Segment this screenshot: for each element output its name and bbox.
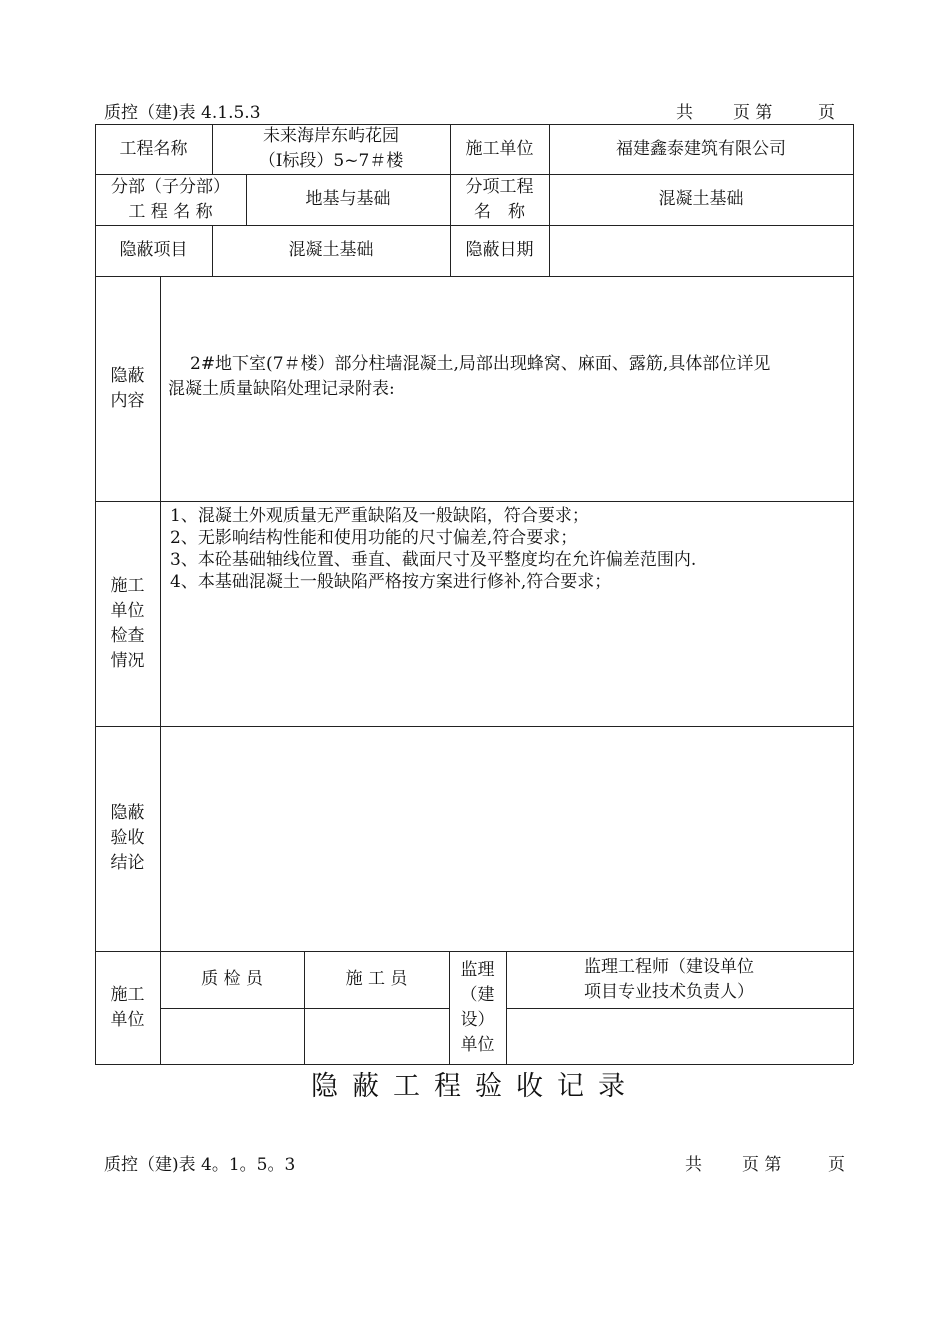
project-name-value <box>212 124 450 174</box>
division-label-line1: 分部（子分部） <box>111 176 230 197</box>
division-label <box>95 174 246 225</box>
inspection-items <box>170 505 850 593</box>
inspection-item: 2、无影响结构性能和使用功能的尺寸偏差,符合要求； <box>170 528 578 548</box>
signature-contractor-label: 施工 单位 <box>110 984 145 1030</box>
constructor-signature[interactable] <box>304 1008 449 1064</box>
page-total-label-bottom: 共 <box>685 1155 702 1175</box>
page-number-label-bottom: 页 第 <box>742 1155 782 1175</box>
subitem-label <box>450 174 549 225</box>
hidden-content-line2: 混凝土质量缺陷处理记录附表: <box>168 379 395 399</box>
inspection-item: 1、混凝土外观质量无严重缺陷及一般缺陷，符合要求； <box>170 506 589 526</box>
conclusion-label: 隐蔽 验收 结论 <box>110 803 145 873</box>
project-name-line2: （Ⅰ标段）5~7＃楼 <box>258 151 404 171</box>
project-name-label: 工程名称 <box>119 138 188 159</box>
hidden-content-label: 隐蔽 内容 <box>110 365 145 411</box>
page-suffix-bottom: 页 <box>828 1155 845 1175</box>
page-number-label-top: 页 第 <box>733 103 773 123</box>
subitem-label-line1: 分项工程 <box>465 176 534 197</box>
inspection-item: 3、本砼基础轴线位置、垂直、截面尺寸及平整度均在允许偏差范围内. <box>170 550 697 570</box>
supervisor-engineer-label: 监理工程师（建设单位 项目专业技术负责人） <box>584 956 754 1002</box>
hidden-content-line1: 2#地下室(7＃楼）部分柱墙混凝土,局部出现蜂窝、麻面、露筋,具体部位详见 <box>190 354 771 374</box>
page-title: 隐蔽工程验收记录 <box>311 1071 639 1102</box>
inspection-item: 4、本基础混凝土一般缺陷严格按方案进行修补,符合要求； <box>170 572 612 592</box>
division-label-line2: 工 程 名 称 <box>128 201 213 222</box>
hidden-item-label: 隐蔽项目 <box>119 240 188 260</box>
hidden-date-label: 隐蔽日期 <box>465 240 534 260</box>
supervisor-label: 监理 （建 设） 单位 <box>460 959 495 1055</box>
supervisor-engineer-signature[interactable] <box>506 1008 853 1064</box>
subitem-value: 混凝土基础 <box>658 189 744 209</box>
form-code-bottom: 质控（建)表 4。1。5。3 <box>104 1155 296 1175</box>
hidden-content-text <box>168 352 848 402</box>
constructor-label: 施 工 员 <box>345 969 408 989</box>
subitem-label-line2: 名 称 <box>474 201 525 222</box>
page-total-label-top: 共 <box>676 103 693 123</box>
division-value: 地基与基础 <box>305 189 391 209</box>
hidden-item-value: 混凝土基础 <box>288 240 374 260</box>
inspection-label: 施工 单位 检查 情况 <box>110 575 145 671</box>
contractor-label: 施工单位 <box>465 138 534 159</box>
project-name-line1: 未来海岸东屿花园 <box>263 126 399 146</box>
contractor-value: 福建鑫泰建筑有限公司 <box>616 138 786 159</box>
hidden-date-value[interactable] <box>549 225 853 276</box>
page-suffix-top: 页 <box>818 103 835 123</box>
quality-inspector-signature[interactable] <box>160 1008 304 1064</box>
form-code-top: 质控（建)表 4.1.5.3 <box>104 103 261 123</box>
quality-inspector-label: 质 检 员 <box>201 969 263 989</box>
